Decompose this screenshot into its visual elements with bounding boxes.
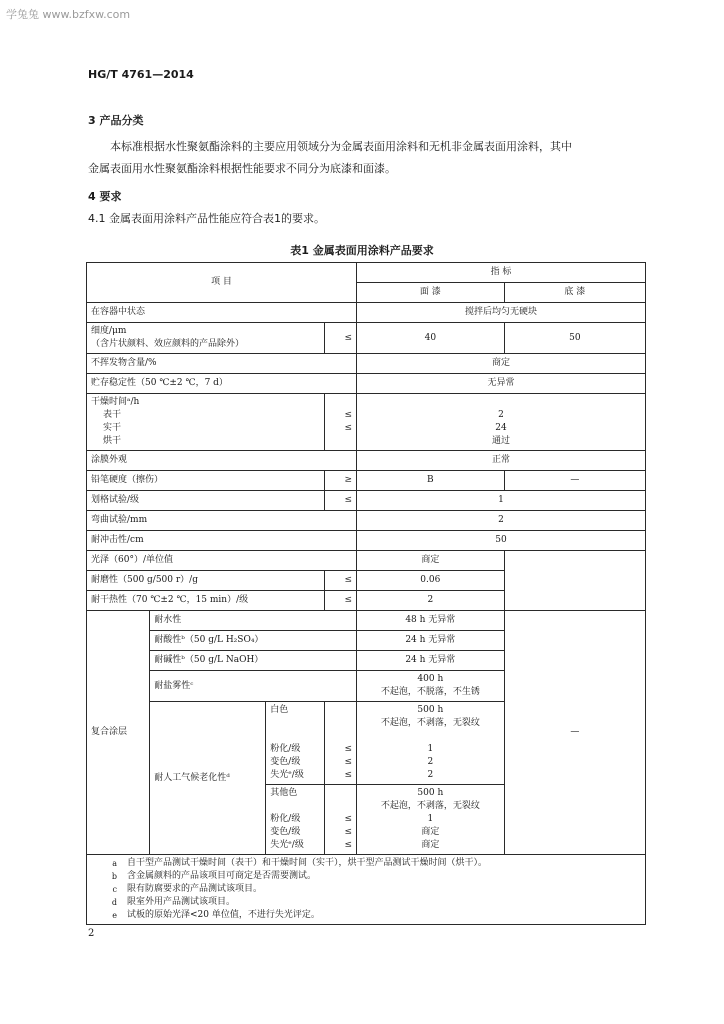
row-fineness: 细度/μm （含片状颜料、效应颜料的产品除外）: [87, 323, 325, 354]
row-salt-spray: 耐盐雾性ᶜ: [150, 671, 357, 702]
section-4-1-text: 4.1 金属表面用涂料产品性能应符合表1的要求。: [88, 212, 325, 225]
row-film-appearance: 涂膜外观: [87, 451, 357, 471]
composite-coating-label: 复合涂层: [87, 611, 150, 855]
symbol-cell: ≤: [325, 591, 357, 611]
symbol-cell: ≤ ≤: [325, 394, 357, 451]
section-3-para-line2: 金属表面用水性聚氨酯涂料根据性能要求不同分为底漆和面漆。: [88, 162, 396, 175]
symbol-cell: ≤: [325, 491, 357, 511]
value-cell: —: [504, 471, 645, 491]
row-abrasion: 耐磨性（500 g/500 r）/g: [87, 571, 325, 591]
value-cell: 2 24 通过: [357, 394, 646, 451]
footnote: d 限室外用产品测试该项目。: [111, 897, 236, 907]
value-cell: 24 h 无异常: [357, 651, 505, 671]
value-cell: 正常: [357, 451, 646, 471]
value-cell: 500 h 不起泡，不剥落，无裂纹 1 2 2: [357, 702, 505, 785]
value-cell: 24 h 无异常: [357, 631, 505, 651]
symbol-cell: ≤ ≤ ≤: [325, 785, 357, 855]
row-impact: 耐冲击性/cm: [87, 531, 357, 551]
value-cell: 2: [357, 591, 505, 611]
standard-code: HG/T 4761—2014: [88, 68, 194, 81]
weathering-other: 其他色 粉化/级 变色/级 失光ᵉ/级: [266, 785, 325, 855]
row-storage-stability: 贮存稳定性（50 ℃±2 ℃，7 d）: [87, 374, 357, 394]
row-dry-heat: 耐干热性（70 ℃±2 ℃，15 min）/级: [87, 591, 325, 611]
spec-table: [86, 262, 646, 925]
row-nonvolatile: 不挥发物含量/%: [87, 354, 357, 374]
value-cell: 500 h 不起泡，不剥落，无裂纹 1 商定 商定: [357, 785, 505, 855]
row-drying-time: 干燥时间ᵃ/h 表干 实干 烘干: [87, 394, 325, 451]
value-cell: 50: [504, 323, 645, 354]
value-cell: 2: [357, 511, 646, 531]
header-topcoat: 面 漆: [357, 283, 505, 303]
value-cell: 商定: [357, 551, 505, 571]
row-acid-resistance: 耐酸性ᵇ（50 g/L H₂SO₄）: [150, 631, 357, 651]
symbol-cell: ≤: [325, 323, 357, 354]
footnote: e 试板的原始光泽<20 单位值，不进行失光评定。: [112, 910, 320, 920]
row-pencil-hardness: 铅笔硬度（擦伤）: [87, 471, 325, 491]
value-cell: 400 h 不起泡，不脱落，不生锈: [357, 671, 505, 702]
value-cell: 商定: [357, 354, 646, 374]
value-cell: 1: [357, 491, 646, 511]
value-cell: 0.06: [357, 571, 505, 591]
row-container-state: 在容器中状态: [87, 303, 357, 323]
symbol-cell: ≤ ≤ ≤: [325, 702, 357, 785]
symbol-cell: ≥: [325, 471, 357, 491]
value-cell: 无异常: [357, 374, 646, 394]
footnote: a 自干型产品测试干燥时间（表干）和干燥时间（实干），烘干型产品测试干燥时间（烘干）。: [112, 858, 488, 868]
symbol-cell: ≤: [325, 571, 357, 591]
weathering-white: 白色 粉化/级 变色/级 失光ᵉ/级: [266, 702, 325, 785]
section-3-title: 3 产品分类: [88, 114, 144, 127]
primer-dash-cell: —: [504, 611, 645, 855]
value-cell: 48 h 无异常: [357, 611, 505, 631]
value-cell: B: [357, 471, 505, 491]
header-primer: 底 漆: [504, 283, 645, 303]
value-cell: 40: [357, 323, 505, 354]
empty-cell: [504, 551, 645, 611]
row-cross-cut: 划格试验/级: [87, 491, 325, 511]
row-weathering: 耐人工气候老化性ᵈ: [150, 702, 266, 855]
row-alkali-resistance: 耐碱性ᵇ（50 g/L NaOH）: [150, 651, 357, 671]
row-gloss: 光泽（60°）/单位值: [87, 551, 357, 571]
table-caption: 表1 金属表面用涂料产品要求: [290, 244, 434, 257]
section-4-title: 4 要求: [88, 190, 122, 203]
page-number: 2: [88, 928, 95, 939]
row-water-resistance: 耐水性: [150, 611, 357, 631]
footnote: c 限有防腐要求的产品测试该项目。: [112, 884, 263, 894]
footnote: b 含金属颜料的产品该项目可商定是否需要测试。: [111, 871, 317, 881]
section-3-para-line1: 本标准根据水性聚氨酯涂料的主要应用领域分为金属表面用涂料和无机非金属表面用涂料，其中: [110, 140, 572, 153]
watermark-text: 学兔兔 www.bzfxw.com: [6, 8, 131, 21]
table-footnotes: [87, 855, 646, 925]
row-bend-test: 弯曲试验/mm: [87, 511, 357, 531]
header-index: 指 标: [357, 263, 646, 283]
header-item: 项 目: [87, 263, 357, 303]
value-cell: 50: [357, 531, 646, 551]
value-cell: 搅拌后均匀无硬块: [357, 303, 646, 323]
